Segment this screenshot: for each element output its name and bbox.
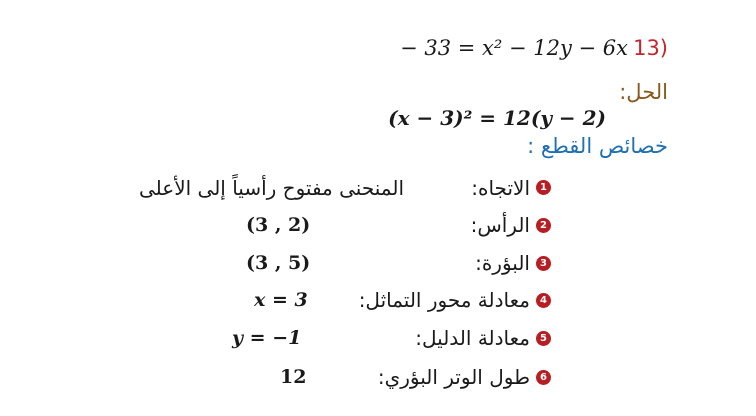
properties-heading: خصائص القطع : bbox=[527, 134, 668, 158]
problem-number: 13) bbox=[633, 36, 668, 60]
property-value: x = 3 bbox=[254, 289, 308, 311]
bullet-5: 5 bbox=[536, 331, 551, 346]
bullet-3: 3 bbox=[536, 256, 551, 271]
bullet-1: 1 bbox=[536, 180, 551, 195]
standard-form-equation: (x − 3)² = 12(y − 2) bbox=[388, 106, 606, 130]
property-value: (3 , 2) bbox=[246, 214, 311, 236]
property-value: (3 , 5) bbox=[246, 252, 311, 274]
property-label: الرأس: bbox=[470, 213, 530, 237]
property-value: y = −1 bbox=[232, 327, 302, 349]
bullet-2: 2 bbox=[536, 218, 551, 233]
property-value: المنحنى مفتوح رأسياً إلى الأعلى bbox=[138, 176, 404, 200]
bullet-4: 4 bbox=[536, 293, 551, 308]
property-label: طول الوتر البؤري: bbox=[377, 365, 530, 389]
property-label: الاتجاه: bbox=[471, 176, 530, 200]
problem-line bbox=[400, 36, 668, 60]
solution-label: الحل: bbox=[619, 80, 668, 104]
property-label: معادلة الدليل: bbox=[415, 326, 530, 350]
property-label: معادلة محور التماثل: bbox=[358, 288, 530, 312]
problem-equation: − 33 = x² − 12y − 6x bbox=[400, 36, 628, 60]
bullet-6: 6 bbox=[536, 370, 551, 385]
property-label: البؤرة: bbox=[475, 251, 530, 275]
property-value: 12 bbox=[280, 366, 307, 388]
